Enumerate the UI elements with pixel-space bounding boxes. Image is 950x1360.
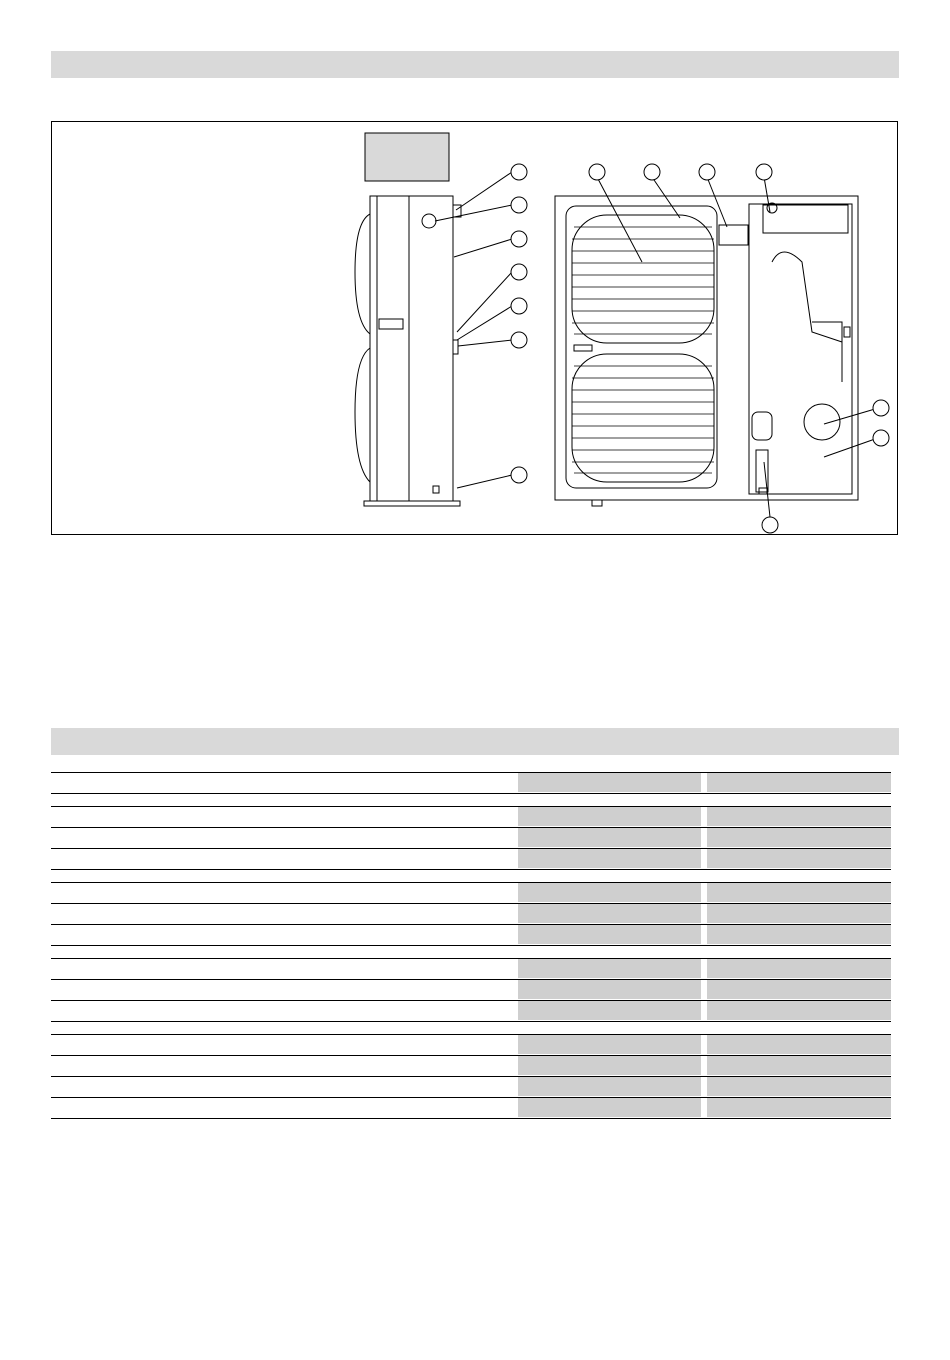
- table-row: [51, 1034, 891, 1055]
- value-cell-1: [518, 1077, 701, 1096]
- callout-8: [589, 164, 605, 180]
- brand-plate: [574, 345, 592, 351]
- callout-13: [873, 430, 889, 446]
- value-cell-2: [707, 1077, 891, 1096]
- value-cell-2: [707, 1056, 891, 1075]
- fan-grille-top: [572, 215, 714, 343]
- table-row: [51, 958, 891, 979]
- value-cell-2: [707, 883, 891, 902]
- side-port-gauge: [422, 214, 436, 228]
- label-plate: [365, 133, 449, 181]
- side-casing: [370, 196, 453, 501]
- callout-10: [699, 164, 715, 180]
- callout-9: [644, 164, 660, 180]
- fan-panel: [566, 206, 717, 488]
- callouts: [435, 164, 889, 533]
- callout-12: [873, 400, 889, 416]
- callout-6: [511, 332, 527, 348]
- value-cell-1: [518, 959, 701, 978]
- fan-guard-top: [355, 214, 370, 334]
- value-cell-2: [707, 773, 891, 792]
- value-cell-1: [518, 1098, 701, 1117]
- table-row: [51, 1076, 891, 1097]
- table-row: [51, 1097, 891, 1118]
- value-cell-1: [518, 904, 701, 923]
- table-row: [51, 806, 891, 827]
- side-connector: [844, 327, 850, 337]
- table-row: [51, 903, 891, 924]
- value-cell-1: [518, 773, 701, 792]
- side-drain: [433, 486, 439, 493]
- value-cell-1: [518, 883, 701, 902]
- control-board: [763, 205, 848, 233]
- front-view: [555, 196, 858, 506]
- value-cell-1: [518, 807, 701, 826]
- compressor: [804, 404, 840, 440]
- side-fitting-mid: [453, 340, 458, 354]
- value-cell-2: [707, 1035, 891, 1054]
- fan-guard-bottom: [355, 348, 370, 482]
- table-row: [51, 882, 891, 903]
- callout-4: [511, 264, 527, 280]
- fan-grille-bottom: [572, 354, 714, 482]
- value-cell-2: [707, 980, 891, 999]
- value-cell-2: [707, 849, 891, 868]
- section-header-bar: [51, 51, 899, 78]
- section-header-bar: [51, 728, 899, 755]
- value-cell-2: [707, 959, 891, 978]
- value-cell-1: [518, 849, 701, 868]
- callout-7: [511, 467, 527, 483]
- refrigerant-pipe-2: [812, 322, 842, 382]
- callout-14: [762, 517, 778, 533]
- heat-pump-unit-diagram: [52, 122, 899, 536]
- table-row: [51, 1000, 891, 1021]
- callout-1: [511, 164, 527, 180]
- value-cell-2: [707, 904, 891, 923]
- value-cell-2: [707, 1001, 891, 1020]
- front-casing: [555, 196, 858, 500]
- side-handle: [379, 319, 403, 329]
- value-cell-2: [707, 828, 891, 847]
- side-base: [364, 501, 460, 506]
- value-cell-2: [707, 807, 891, 826]
- value-cell-1: [518, 1056, 701, 1075]
- side-fitting-top: [453, 205, 461, 217]
- callout-11: [756, 164, 772, 180]
- table-row: [51, 848, 891, 869]
- callout-5: [511, 298, 527, 314]
- refrigerant-pipe: [772, 252, 842, 342]
- display-window: [719, 225, 748, 245]
- value-cell-1: [518, 1001, 701, 1020]
- value-cell-1: [518, 828, 701, 847]
- value-cell-2: [707, 925, 891, 944]
- value-cell-1: [518, 925, 701, 944]
- side-view: [355, 133, 461, 506]
- table-bottom-rule: [51, 1118, 891, 1119]
- accumulator: [752, 412, 772, 440]
- table-row: [51, 1055, 891, 1076]
- table-row: [51, 827, 891, 848]
- drain-outlet: [759, 488, 767, 494]
- unit-diagram-frame: [51, 121, 898, 535]
- callout-2: [511, 197, 527, 213]
- table-row: [51, 924, 891, 945]
- value-cell-2: [707, 1098, 891, 1117]
- value-cell-1: [518, 980, 701, 999]
- table-row: [51, 979, 891, 1000]
- foot-left: [592, 500, 602, 506]
- value-cell-1: [518, 1035, 701, 1054]
- table-row: [51, 772, 891, 793]
- callout-3: [511, 231, 527, 247]
